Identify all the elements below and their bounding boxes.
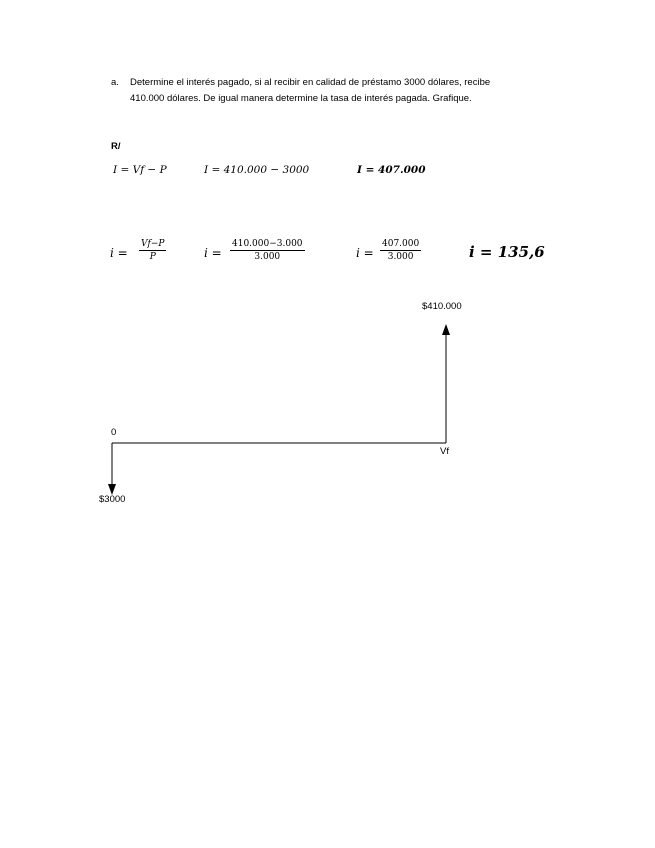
- time-zero-label: 0: [111, 427, 117, 438]
- fraction-numerator: Vf−P: [141, 239, 165, 249]
- inflow-label: $410.000: [422, 301, 462, 312]
- fraction-denominator: 3.000: [254, 252, 281, 262]
- answer-label: R/: [111, 141, 121, 152]
- rate-lhs-3: i =: [356, 246, 374, 260]
- fraction-denominator: 3.000: [387, 252, 414, 262]
- fraction-numerator: 407.000: [382, 239, 420, 249]
- fraction-denominator: P: [149, 252, 156, 262]
- future-value-label: Vf: [440, 446, 449, 457]
- interest-substitution: I = 410.000 − 3000: [204, 164, 310, 176]
- interest-formula: I = Vf − P: [113, 164, 167, 176]
- rate-lhs-1: i =: [110, 246, 128, 260]
- question-marker: a.: [111, 77, 119, 88]
- interest-result: I = 407.000: [357, 164, 426, 176]
- rate-result: i = 135,6: [469, 243, 545, 261]
- outflow-label: $3000: [99, 494, 126, 505]
- rate-lhs-2: i =: [204, 246, 222, 260]
- fraction-numerator: 410.000−3.000: [232, 239, 303, 249]
- question-line-1: Determine el interés pagado, si al recibir en calidad de préstamo 3000 dólares, recibe: [130, 77, 491, 88]
- inflow-arrow-head: [442, 324, 450, 335]
- question-line-2: 410.000 dólares. De igual manera determine la tasa de interés pagada. Grafique.: [130, 93, 472, 104]
